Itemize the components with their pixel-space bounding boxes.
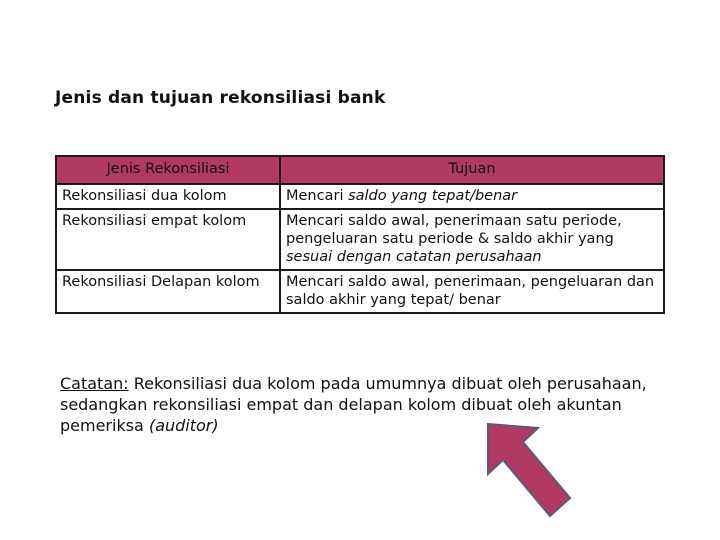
cell-tujuan	[280, 209, 664, 270]
table-header-row	[56, 156, 664, 184]
note-label: Catatan:	[60, 374, 129, 393]
cell-tujuan	[280, 270, 664, 313]
cell-tujuan	[280, 184, 664, 209]
reconciliation-table	[55, 155, 665, 314]
table-row	[56, 184, 664, 209]
tujuan-text: Mencari saldo awal, penerimaan satu periode, pengeluaran satu periode & saldo akhir yang	[286, 213, 622, 247]
tujuan-text: Mencari saldo awal, penerimaan, pengeluaran dan saldo akhir yang tepat/ benar	[286, 274, 655, 308]
note-italic: (auditor)	[148, 416, 219, 435]
cell-jenis: Rekonsiliasi empat kolom	[56, 209, 280, 270]
arrow-up-left-icon	[470, 412, 575, 522]
cell-jenis: Rekonsiliasi Delapan kolom	[56, 270, 280, 313]
tujuan-italic-text: sesuai dengan catatan perusahaan	[286, 249, 542, 265]
table-row	[56, 270, 664, 313]
header-jenis: Jenis Rekonsiliasi	[56, 156, 280, 184]
cell-jenis: Rekonsiliasi dua kolom	[56, 184, 280, 209]
table-row	[56, 209, 664, 270]
header-tujuan: Tujuan	[280, 156, 664, 184]
tujuan-italic-text: saldo yang tepat/benar	[348, 188, 518, 204]
slide-title: Jenis dan tujuan rekonsiliasi bank	[55, 88, 386, 108]
tujuan-text: Mencari	[286, 188, 349, 204]
note-text: Rekonsiliasi dua kolom pada umumnya dibuat oleh perusahaan, sedangkan rekonsiliasi empat dan delapan kolom dibuat oleh akuntan pemeriksa	[60, 374, 647, 435]
